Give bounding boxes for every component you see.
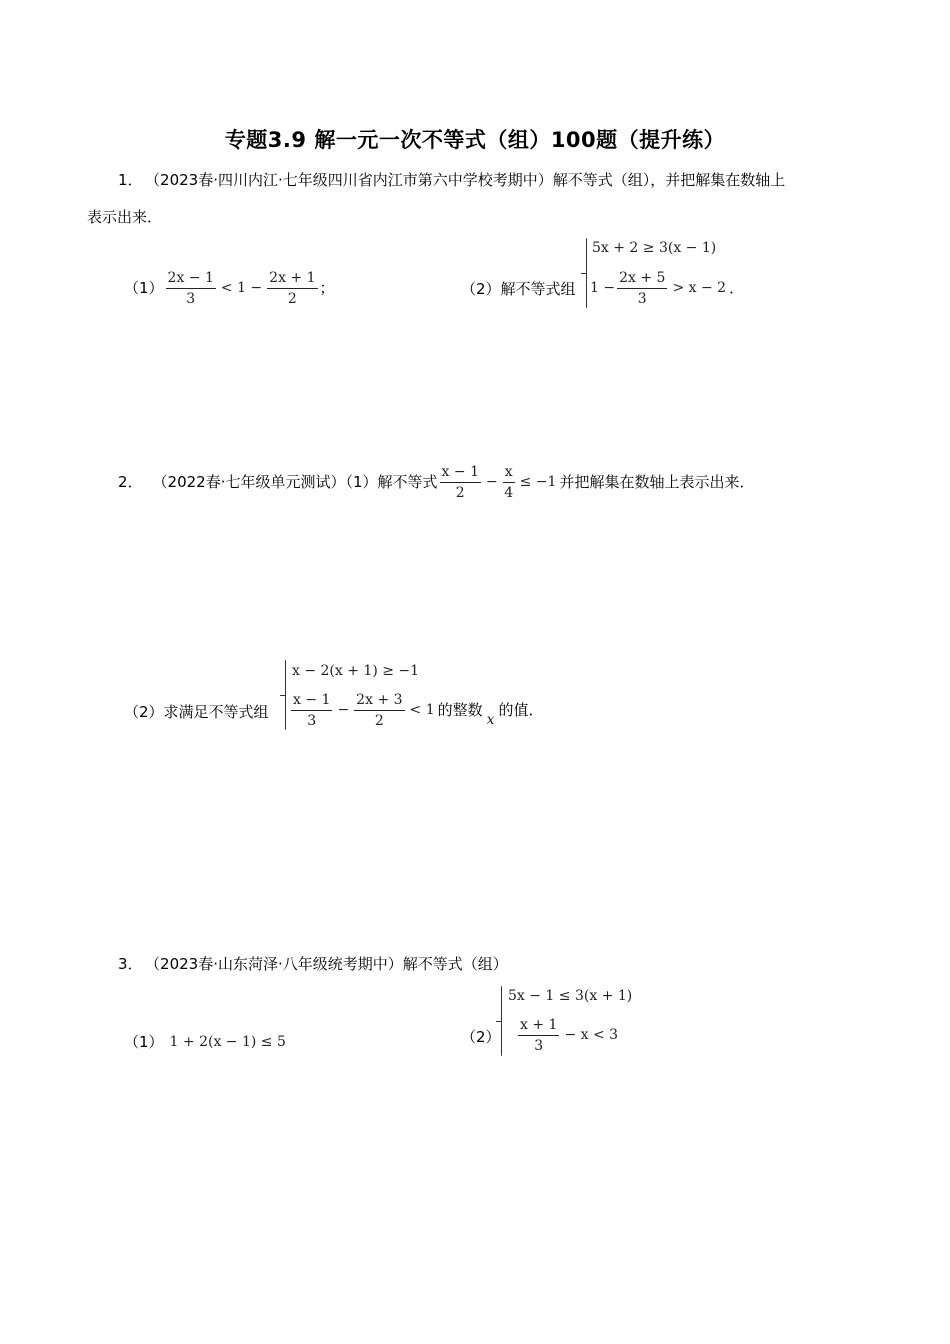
question-number: 3． [118, 955, 143, 973]
part-label: （1） [124, 279, 164, 297]
fraction: $\frac{2x - 1}{3}$ [167, 269, 214, 307]
q1-part2-label: （2）解不等式组 [461, 280, 576, 298]
fraction: $\frac{x + 1}{3}$ [520, 1016, 558, 1054]
fraction: $\frac{2x + 1}{2}$ [269, 269, 316, 307]
system-line-2: $\frac{x + 1}{3}$ − x < 3 [520, 1016, 619, 1054]
question-1-header [118, 170, 785, 190]
question-3-header [118, 954, 508, 974]
question-1-header-cont: 表示出来． [87, 208, 163, 226]
question-number: 1． [118, 171, 143, 189]
q2-part2-label: （2）求满足不等式组 [124, 703, 269, 721]
q3-part1 [124, 1024, 286, 1060]
fraction: $\frac{2x + 3}{2}$ [356, 691, 403, 729]
system-line-1: 5x + 2 ≥ 3(x − 1) [592, 240, 717, 256]
question-2-header: 2． （2022春·七年级单元测试）（1）解不等式 $\frac{x - 1}{2}$ − $\frac{x}{4}$ ≤ −1 并把解集在数轴上表示出来． [118, 463, 755, 501]
question-source: （2023春·四川内江·七年级四川省内江市第六中学校考期中）解不等式（组），并把解集在数轴上 [152, 171, 786, 189]
variable-x: x [486, 712, 495, 728]
system-line-2: $\frac{x - 1}{3}$ − $\frac{2x + 3}{2}$ < 1 的整数 x 的值． [293, 691, 544, 729]
q1-part1: （1） $\frac{2x - 1}{3}$ < 1 − $\frac{2x + 1}{2}$ ； [124, 269, 335, 307]
question-source: （2022春·七年级单元测试）（1）解不等式 [152, 473, 438, 491]
system-line-1: 5x − 1 ≤ 3(x + 1) [508, 988, 633, 1004]
fraction: $\frac{x}{4}$ [504, 463, 514, 501]
question-number: 2． [118, 473, 143, 491]
inequality: 1 + 2(x − 1) ≤ 5 [169, 1034, 286, 1050]
q3-part2-label: （2） [461, 1028, 501, 1046]
system-line-2: 1 − $\frac{2x + 5}{3}$ > x − 2 ． [590, 269, 745, 307]
fraction: $\frac{x - 1}{2}$ [441, 463, 479, 501]
system-brace [501, 986, 502, 1056]
fraction: $\frac{x - 1}{3}$ [293, 691, 331, 729]
fraction: $\frac{2x + 5}{3}$ [619, 269, 666, 307]
question-source: （2023春·山东菏泽·八年级统考期中）解不等式（组） [152, 955, 508, 973]
system-brace [586, 238, 587, 308]
part-label: （1） [124, 1033, 164, 1051]
system-brace [285, 660, 286, 730]
page-title: 专题3.9 解一元一次不等式（组）100题（提升练） [224, 128, 726, 152]
system-line-1: x − 2(x + 1) ≥ −1 [292, 663, 420, 679]
